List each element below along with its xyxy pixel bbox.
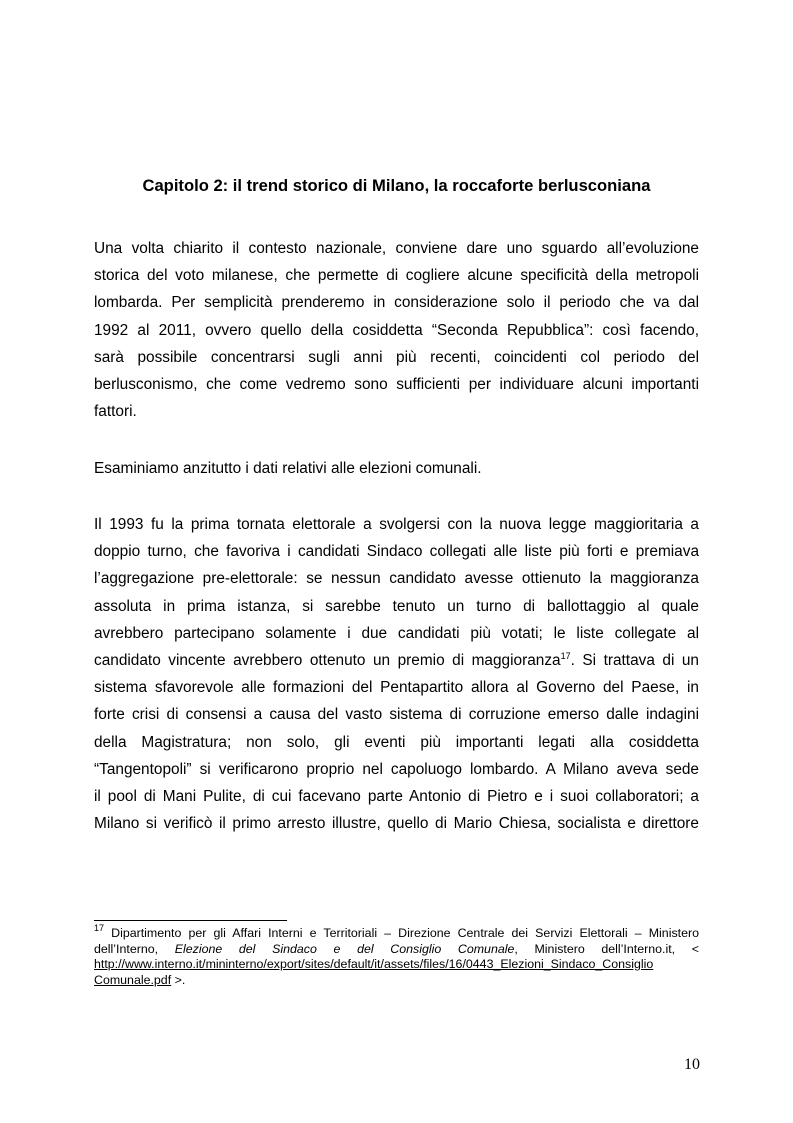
paragraph-municipal bbox=[94, 455, 699, 482]
text-line: 1992 al 2011, ovvero quello della cosiddetta “Seconda Repubblica”: così facendo, bbox=[94, 321, 699, 339]
text-line: Milano si verificò il primo arresto illustre, quello di Mario Chiesa, socialista e direttore bbox=[94, 815, 699, 833]
text-line: berlusconismo, che come vedremo sono sufficienti per individuare alcuni importanti bbox=[94, 376, 699, 394]
footnote-url-link[interactable]: http://www.interno.it/mininterno/export/sites/default/it/assets/files/16/0443_Elezioni_Sindaco_Consiglio bbox=[94, 957, 654, 972]
page-number: 10 bbox=[684, 1056, 700, 1073]
footnote-ref[interactable]: 17 bbox=[560, 651, 571, 662]
text-line: sarà possibile concentrarsi sugli anni più recenti, coincidenti col periodo del bbox=[94, 348, 699, 366]
text-line: Una volta chiarito il contesto nazionale, conviene dare uno sguardo all’evoluzione bbox=[94, 240, 699, 257]
chapter-title: Capitolo 2: il trend storico di Milano, la roccaforte berlusconiana bbox=[142, 176, 651, 195]
text-line: il pool di Mani Pulite, di cui facevano parte Antonio di Pietro e i suoi collaboratori; a bbox=[94, 788, 699, 806]
text-line: forte crisi di consensi a causa del vasto sistema di corruzione emerso dalle indagini bbox=[94, 706, 699, 724]
footnote-divider bbox=[94, 920, 287, 921]
text-line: “Tangentopoli” si verificarono proprio nel capoluogo lombardo. A Milano aveva sede bbox=[94, 760, 699, 778]
text-segment: candidato vincente avrebbero ottenuto un premio di maggioranza bbox=[94, 652, 561, 670]
text-line: fattori. bbox=[94, 403, 137, 421]
text-segment: . Si trattava di un bbox=[570, 652, 699, 670]
paragraph-1993 bbox=[94, 511, 699, 837]
footnote-text: , Ministero dell’Interno.it, < bbox=[514, 941, 699, 956]
footnote bbox=[94, 923, 699, 988]
text-line: l’aggregazione pre-elettorale: se nessun candidato avesse ottienuto la maggioranza bbox=[94, 570, 699, 588]
footnote-line bbox=[94, 957, 699, 973]
text-line: Il 1993 fu la prima tornata elettorale a svolgersi con la nuova legge maggioritaria a bbox=[94, 516, 699, 533]
text-line: doppio turno, che favoriva i candidati Sindaco collegati alle liste più forti e premiava bbox=[94, 543, 699, 561]
text-line: della Magistratura; non solo, gli eventi più importanti legati alla cosiddetta bbox=[94, 733, 699, 751]
footnote-source-title: Elezione del Sindaco e del Consiglio Comunale bbox=[174, 941, 515, 956]
text-line: lombarda. Per semplicità prenderemo in considerazione solo il periodo che va dal bbox=[94, 294, 699, 312]
footnote-number: 17 bbox=[94, 923, 105, 933]
footnote-line bbox=[94, 942, 699, 958]
text-line: sistema sfavorevole alle formazioni del Pentapartito allora al Governo del Paese, in bbox=[94, 679, 699, 697]
footnote-text: Dipartimento per gli Affari Interni e Territoriali – Direzione Centrale dei Servizi Elettorali – Ministero bbox=[104, 926, 699, 940]
footnote-text: dell’Interno, bbox=[94, 941, 175, 956]
text-line-with-footnote bbox=[94, 647, 699, 674]
text-line: assoluta in prima istanza, si sarebbe tenuto un turno di ballottaggio al quale bbox=[94, 597, 699, 615]
footnote-text: >. bbox=[171, 972, 186, 987]
text-line: avrebbero partecipano solamente i due candidati più votati; le liste collegate al bbox=[94, 624, 699, 642]
footnote-url-link-end[interactable]: Comunale.pdf bbox=[94, 972, 172, 987]
footnote-line bbox=[94, 973, 699, 989]
text-line: Esaminiamo anzitutto i dati relativi alle elezioni comunali. bbox=[94, 460, 482, 477]
paragraph-intro bbox=[94, 235, 699, 425]
footnote-line bbox=[94, 923, 699, 942]
text-line: storica del voto milanese, che permette di cogliere alcune specificità della metropoli bbox=[94, 267, 699, 285]
